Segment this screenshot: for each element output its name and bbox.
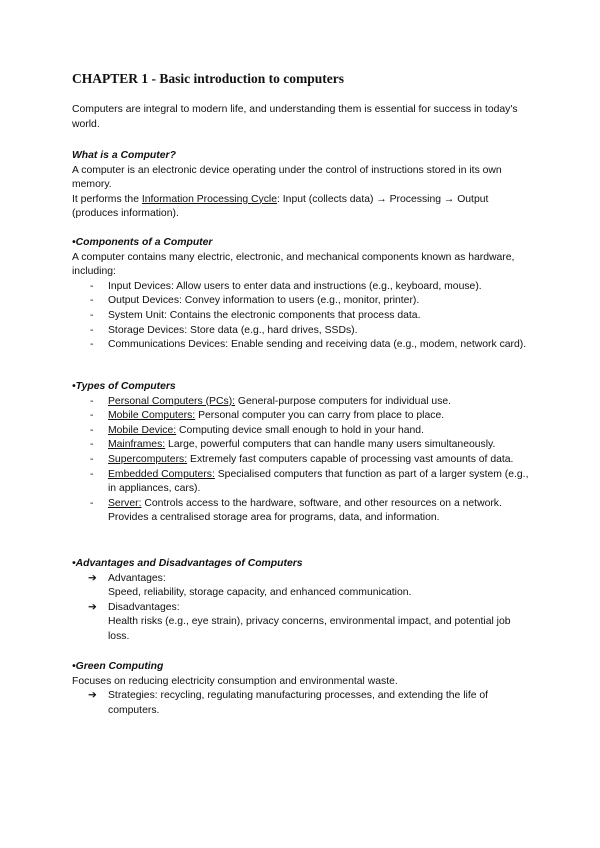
advantages-text: Speed, reliability, storage capacity, and enhanced communication. [108, 587, 412, 599]
type-term: Server: [108, 497, 142, 509]
strategies-item [72, 689, 534, 718]
intro-paragraph: Computers are integral to modern life, and understanding them is essential for success in today's world. [72, 104, 518, 130]
list-item [72, 409, 534, 424]
list-item: - Output Devices: Convey information to users (e.g., monitor, printer). [72, 294, 534, 309]
type-term: Mobile Computers: [108, 410, 196, 422]
processing-cycle-term: Information Processing Cycle [141, 193, 278, 205]
intro-section [72, 103, 534, 132]
disadvantages-text: Health risks (e.g., eye strain), privacy concerns, environmental impact, and potential job loss. [108, 616, 511, 642]
list-item [72, 468, 534, 497]
list-item [72, 395, 534, 410]
chapter-title: CHAPTER 1 - Basic introduction to computers [72, 71, 344, 86]
what-is-computer-section [72, 149, 534, 222]
components-intro: A computer contains many electric, electronic, and mechanical components known as hardware, including: [72, 251, 515, 278]
types-list [72, 395, 534, 526]
types-section [72, 380, 534, 526]
green-computing-heading: •Green Computing [72, 661, 164, 672]
list-item: - System Unit: Contains the electronic components that process data. [72, 309, 534, 324]
list-item [72, 438, 534, 453]
type-term: Personal Computers (PCs): [108, 395, 236, 407]
advantages-list [72, 572, 534, 645]
advantages-label: Advantages: [108, 572, 166, 584]
strategies-text: Strategies: recycling, regulating manufacturing processes, and extending the life of computers. [108, 690, 489, 716]
disadvantages-item [72, 601, 534, 645]
list-item: - Input Devices: Allow users to enter data and instructions (e.g., keyboard, mouse). [72, 280, 534, 295]
type-term: Embedded Computers: [108, 468, 215, 480]
list-item: - Communications Devices: Enable sending and receiving data (e.g., modem, network card). [72, 338, 534, 353]
type-desc: Specialised computers that function as part of a larger system (e.g., in appliances, cars). [108, 468, 529, 495]
advantages-section [72, 557, 534, 645]
green-computing-list [72, 689, 534, 718]
arrow-icon: ➔ [88, 690, 97, 702]
type-desc: Computing device small enough to hold in your hand. [176, 424, 424, 436]
components-heading: •Components of a Computer [72, 237, 213, 248]
arrow-icon: ➔ [88, 572, 97, 584]
advantages-item [72, 572, 534, 601]
list-item [72, 497, 534, 526]
components-list [72, 280, 534, 353]
type-desc: Personal computer you can carry from place to place. [195, 410, 445, 422]
green-computing-section [72, 660, 534, 718]
processing-cycle-paragraph [72, 193, 534, 222]
types-heading: •Types of Computers [72, 381, 176, 392]
type-desc: General-purpose computers for individual use. [235, 395, 452, 407]
type-desc: Controls access to the hardware, software, and other resources on a network. Provides a centralised storage area for programs, data, and information. [108, 497, 502, 524]
type-term: Supercomputers: [108, 453, 188, 465]
list-item [72, 424, 534, 439]
disadvantages-label: Disadvantages: [108, 601, 180, 613]
processing-cycle-suffix: : Input (collects data) → Processing → Output (produces information). [72, 193, 489, 220]
list-item [72, 453, 534, 468]
type-desc: Large, powerful computers that can handle many users simultaneously. [165, 439, 496, 451]
type-term: Mobile Device: [108, 424, 177, 436]
processing-cycle-prefix: It performs the [72, 193, 142, 205]
type-desc: Extremely fast computers capable of processing vast amounts of data. [187, 453, 514, 465]
type-term: Mainframes: [108, 439, 166, 451]
what-is-computer-heading: What is a Computer? [72, 150, 176, 161]
arrow-icon: ➔ [88, 601, 97, 613]
components-section [72, 236, 534, 353]
advantages-heading: •Advantages and Disadvantages of Computers [72, 558, 303, 569]
green-computing-intro: Focuses on reducing electricity consumption and environmental waste. [72, 675, 398, 687]
list-item: - Storage Devices: Store data (e.g., hard drives, SSDs). [72, 324, 534, 339]
computer-definition: A computer is an electronic device operating under the control of instructions stored in its own memory. [72, 164, 502, 191]
